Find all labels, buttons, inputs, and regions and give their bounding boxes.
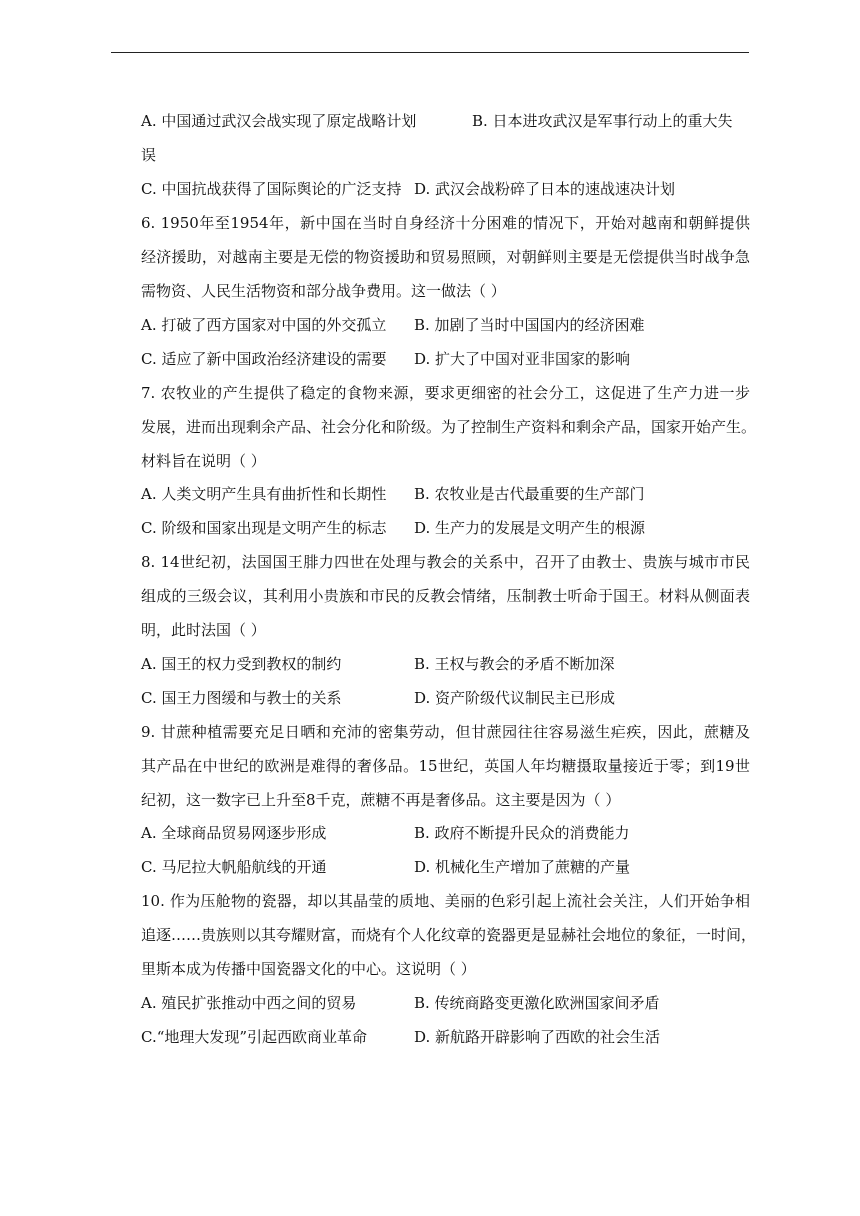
q7-option-d: D. 生产力的发展是文明产生的根源	[414, 519, 646, 537]
q9-stem-line-2: 其产品在中世纪的欧洲是难得的奢侈品。15世纪，英国人年均糖摄取量接近于零；到19世	[141, 757, 750, 775]
q9-stem-line-3: 纪初，这一数字已上升至8千克，蔗糖不再是奢侈品。这主要是因为（ ）	[141, 791, 621, 809]
q5-option-c: C. 中国抗战获得了国际舆论的广泛支持	[141, 180, 402, 198]
q7-option-a: A. 人类文明产生具有曲折性和长期性	[141, 485, 387, 503]
q10-stem-line-1: 10. 作为压舱物的瓷器，却以其晶莹的质地、美丽的色彩引起上流社会关注，人们开始争相	[141, 892, 750, 910]
q6-option-b: B. 加剧了当时中国国内的经济困难	[414, 316, 645, 334]
q10-option-a: A. 殖民扩张推动中西之间的贸易	[141, 994, 357, 1012]
q10-stem-line-3: 里斯本成为传播中国瓷器文化的中心。这说明（ ）	[141, 960, 476, 978]
q6-option-c: C. 适应了新中国政治经济建设的需要	[141, 350, 387, 368]
q5-option-b-continued: 误	[141, 146, 157, 164]
q9-stem-line-1: 9. 甘蔗种植需要充足日晒和充沛的密集劳动，但甘蔗园往往容易滋生疟疾，因此，蔗糖及	[141, 723, 750, 741]
q7-stem-line-2: 发展，进而出现剩余产品、社会分化和阶级。为了控制生产资料和剩余产品，国家开始产生。	[141, 418, 757, 436]
q7-option-b: B. 农牧业是古代最重要的生产部门	[414, 485, 645, 503]
q10-stem-line-2: 追逐……贵族则以其夸耀财富，而烧有个人化纹章的瓷器更是显赫社会地位的象征，一时间，	[141, 926, 757, 944]
q7-stem-line-3: 材料旨在说明（ ）	[141, 452, 266, 470]
q5-option-b: B. 日本进攻武汉是军事行动上的重大失	[472, 112, 733, 130]
q6-option-d: D. 扩大了中国对亚非国家的影响	[414, 350, 631, 368]
q8-option-c: C. 国王力图缓和与教士的关系	[141, 689, 342, 707]
q6-stem-line-1: 6. 1950年至1954年，新中国在当时自身经济十分困难的情况下，开始对越南和朝鲜提供	[141, 214, 750, 232]
q7-stem-line-1: 7. 农牧业的产生提供了稳定的食物来源，要求更细密的社会分工，这促进了生产力进一步	[141, 384, 750, 402]
q9-option-b: B. 政府不断提升民众的消费能力	[414, 824, 630, 842]
q6-stem-line-2: 经济援助，对越南主要是无偿的物资援助和贸易照顾，对朝鲜则主要是无偿提供当时战争急	[141, 248, 750, 266]
q8-option-a: A. 国王的权力受到教权的制约	[141, 655, 342, 673]
q7-option-c: C. 阶级和国家出现是文明产生的标志	[141, 519, 387, 537]
q8-stem-line-2: 组成的三级会议，其利用小贵族和市民的反教会情绪，压制教士听命于国王。材料从侧面表	[141, 587, 750, 605]
q8-option-b: B. 王权与教会的矛盾不断加深	[414, 655, 615, 673]
q10-option-d: D. 新航路开辟影响了西欧的社会生活	[414, 1028, 661, 1046]
q6-stem-line-3: 需物资、人民生活物资和部分战争费用。这一做法（ ）	[141, 282, 506, 300]
q9-option-a: A. 全球商品贸易网逐步形成	[141, 824, 327, 842]
q9-option-d: D. 机械化生产增加了蔗糖的产量	[414, 858, 631, 876]
q6-option-a: A. 打破了西方国家对中国的外交孤立	[141, 316, 387, 334]
header-rule	[111, 52, 749, 53]
q8-stem-line-1: 8. 14世纪初，法国国王腓力四世在处理与教会的关系中，召开了由教士、贵族与城市市民	[141, 553, 750, 571]
q9-option-c: C. 马尼拉大帆船航线的开通	[141, 858, 327, 876]
q5-option-d: D. 武汉会战粉碎了日本的速战速决计划	[414, 180, 676, 198]
q5-option-a: A. 中国通过武汉会战实现了原定战略计划	[141, 112, 417, 130]
q10-option-c: C.“地理大发现”引起西欧商业革命	[141, 1028, 368, 1046]
q8-stem-line-3: 明，此时法国（ ）	[141, 621, 266, 639]
q10-option-b: B. 传统商路变更激化欧洲国家间矛盾	[414, 994, 660, 1012]
q8-option-d: D. 资产阶级代议制民主已形成	[414, 689, 616, 707]
